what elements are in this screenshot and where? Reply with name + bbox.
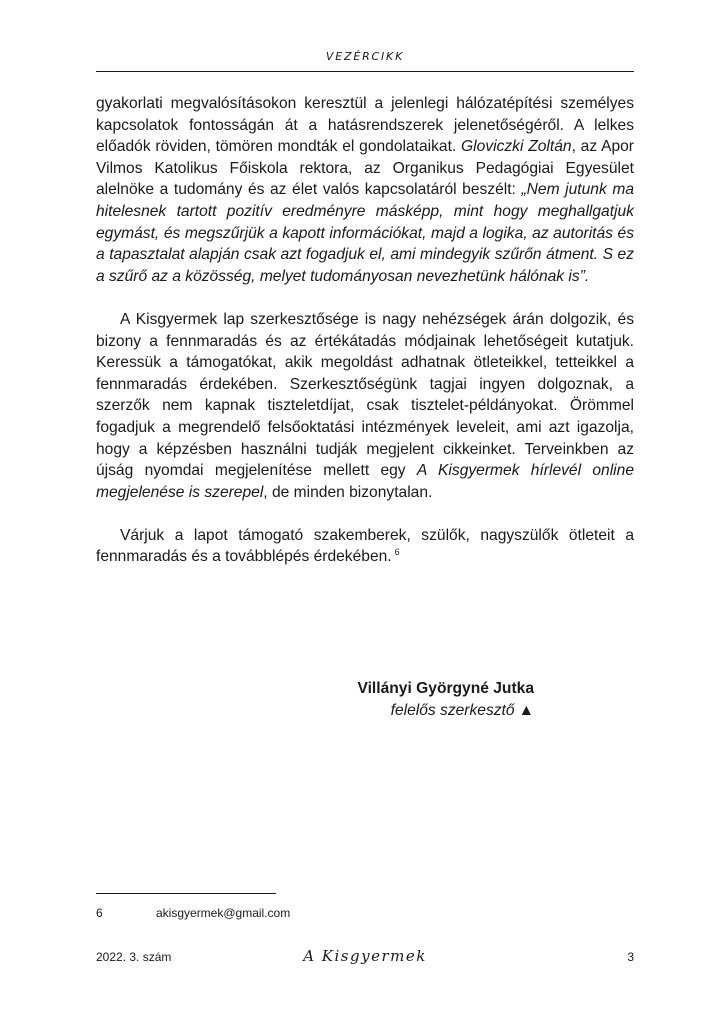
- paragraph-3: [96, 525, 634, 568]
- page-footer: [96, 948, 634, 966]
- running-header-title: VEZÉRCIKK: [325, 50, 405, 63]
- footnote-reference: 6: [394, 547, 400, 558]
- footnote-email: akisgyermek@gmail.com: [156, 906, 291, 920]
- footer-journal-title: A Kisgyermek: [303, 947, 427, 965]
- footnote: [96, 906, 290, 920]
- p2-italic: A Kisgyermek hírlevél online megjelenése is szerepel: [96, 462, 634, 501]
- p1-text-2: , az Apor Vilmos Katolikus Főiskola rektora, az Organikus Pedagógiai Egyesület alelnöke a tudomány és az élet valós kapcsolatáról beszélt:: [96, 138, 635, 199]
- header-rule: [96, 71, 634, 72]
- author-role-line: [96, 700, 534, 722]
- p2-text-2: , de minden bizonytalan.: [263, 483, 433, 501]
- paragraph-2: [96, 309, 634, 503]
- author-name: Villányi Györgyné Jutka: [357, 680, 534, 697]
- footnote-rule: [96, 893, 276, 894]
- author-role: felelős szerkesztő: [390, 701, 515, 719]
- paragraph-1: [96, 93, 634, 287]
- page-number: 3: [627, 950, 634, 964]
- footer-issue: 2022. 3. szám: [96, 950, 172, 964]
- end-mark-triangle-icon: ▲: [518, 701, 534, 719]
- signature-block: [96, 678, 534, 721]
- footnote-number: 6: [96, 906, 103, 920]
- p1-quote: „Nem jutunk ma hitelesnek tartott pozitív eredményre másképp, mint hogy meghallgatjuk egymást, és megszűrjük a kapott információkat, majd a logika, az autoritás és a tapasztalat alapján csak azt fogadjuk el, ami mindegyik szűrőn átment. S ez a szűrő az a közösség, melyet tudományosan nevezhetünk hálónak is”.: [96, 181, 634, 285]
- p2-text-1: A Kisgyermek lap szerkesztősége is nagy nehézségek árán dolgozik, és bizony a fennmaradás és az értékátadás módjainak lehetőségeit kutatjuk. Keressük a támogatókat, akik megoldást adhatnak ötleteikkel, tetteikkel a fennmaradás érdekében. Szerkesztőségünk tagjai ingyen dolgoznak, a szerzők nem kapnak tiszteletdíjat, csak tisztelet-példányokat. Örömmel fogadjuk a megrendelő felsőoktatási intézmények leveleit, ami azt igazolja, hogy a képzésben használni tudják megjelent cikkeinket. Terveinkben az újság nyomdai megjelenítése mellett egy: [96, 310, 634, 480]
- article-body: [96, 93, 634, 568]
- p3-text: Várjuk a lapot támogató szakemberek, szülők, nagyszülők ötleteit a fennmaradás és a továbblépés érdekében.: [96, 526, 634, 566]
- p1-text-1: gyakorlati megvalósításokon keresztül a jelenlegi hálózatépítési személyes kapcsolatok fontosságán át a hatásrendszerek jelenetőségéről. A lelkes előadók röviden, tömören mondták el gondolataikat.: [96, 95, 634, 156]
- p1-person-name: Gloviczki Zoltán: [461, 138, 572, 156]
